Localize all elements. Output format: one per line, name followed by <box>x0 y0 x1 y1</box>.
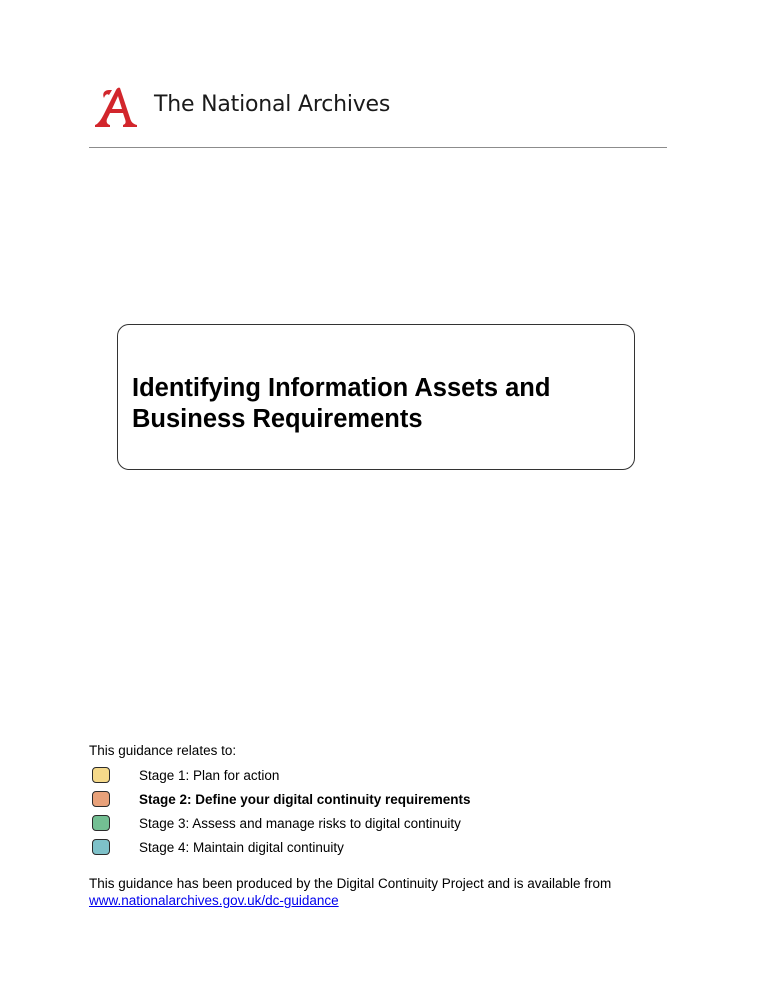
document-title <box>132 373 622 435</box>
stage-item <box>92 764 692 786</box>
stage-item <box>92 812 692 834</box>
stage-item <box>92 836 692 858</box>
stage-2-color-swatch <box>92 791 110 807</box>
stage-4-color-swatch <box>92 839 110 855</box>
produced-by-text: This guidance has been produced by the Digital Continuity Project and is available from <box>89 876 612 891</box>
national-archives-logo <box>92 84 391 128</box>
stage-1-label: Stage 1: Plan for action <box>139 768 280 783</box>
title-box <box>117 324 635 470</box>
stage-1-color-swatch <box>92 767 110 783</box>
stage-4-label: Stage 4: Maintain digital continuity <box>139 840 344 855</box>
document-title-line-2: Business Requirements <box>132 405 423 433</box>
stage-2-label: Stage 2: Define your digital continuity requirements <box>139 792 471 807</box>
logo-text: The National Archives <box>154 92 391 117</box>
produced-by-note <box>89 875 689 909</box>
guidance-relates-label: This guidance relates to: <box>89 743 237 758</box>
dc-guidance-link[interactable]: www.nationalarchives.gov.uk/dc-guidance <box>89 893 339 908</box>
stage-item <box>92 788 692 810</box>
stage-3-color-swatch <box>92 815 110 831</box>
stage-3-label: Stage 3: Assess and manage risks to digital continuity <box>139 816 461 831</box>
document-title-line-1: Identifying Information Assets and <box>132 374 551 402</box>
national-archives-a-icon <box>92 84 152 128</box>
header-divider <box>89 147 667 148</box>
